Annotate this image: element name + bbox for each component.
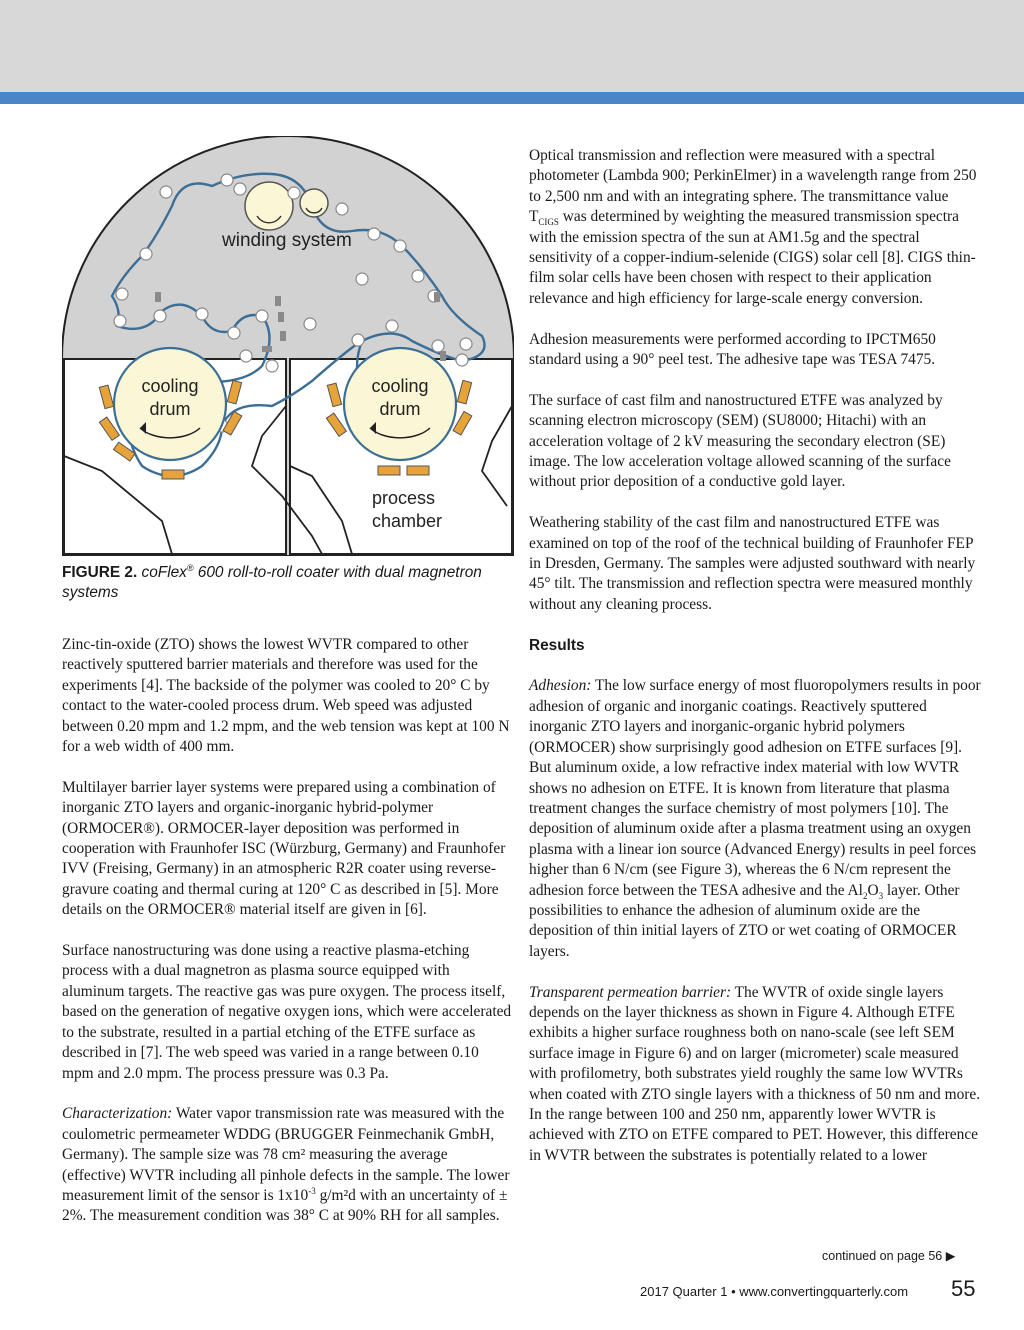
header-band [0, 0, 1024, 92]
footer-issue: 2017 Quarter 1 [640, 1284, 728, 1299]
adhesion-heading: Adhesion: [529, 677, 592, 695]
figure-coater-diagram [62, 136, 514, 556]
right-paragraph-3: The surface of cast film and nanostructured ETFE was analyzed by scanning electron microscopy (SEM) (SU8000; Hitachi) with an acceleration voltage of 2 kV measuring the secondary electron (SE) image. The low acceleration voltage allowed scanning of the surface without prior deposition of a conductive gold layer. [529, 391, 951, 491]
footer [640, 1284, 908, 1299]
permeation-barrier-heading: Transparent permeation barrier: [529, 983, 732, 1001]
cooling-drum-left-label-2: drum [149, 399, 191, 419]
left-paragraph-1: Zinc-tin-oxide (ZTO) shows the lowest WVTR compared to other reactively sputtered barrier materials and therefore was used for the experiments [4]. The backside of the polymer was cooled to 20° C by contact to the water-cooled process drum. Web speed was adjusted between 0.20 mpm and 1.2 mpm, and the web tension was kept at 100 N for a web width of 400 mm. [62, 636, 510, 756]
figure-product-name: coFlex [141, 564, 187, 581]
footer-bullet: • [731, 1284, 736, 1299]
left-paragraph-2: Multilayer barrier layer systems were prepared using a combination of inorganic ZTO layers and organic-inorganic hybrid-polymer (ORMOCER®). ORMOCER-layer deposition was performed in cooperation with Fraunhofer ISC (Würzburg, Germany) and Fraunhofer IVV (Freising, Germany) in an atmospheric R2R coater using reverse-gravure coating and thermal curing at 120° C as described in [5]. More details on the ORMOCER® material itself are given in [6]. [62, 778, 506, 919]
left-paragraph-3: Surface nanostructuring was done using a reactive plasma-etching process with a dual magnetron as plasma source equipped with aluminum targets. The reactive gas was pure oxygen. The process itself, based on the generation of negative oxygen ions, which were accelerated to the substrate, resulted in a partial etching of the ETFE surface as described in [7]. The web speed was varied in a range between 0.10 mpm and 2.0 mpm. The process pressure was 0.3 Pa. [62, 942, 512, 1082]
footer-url[interactable]: www.convertingquarterly.com [739, 1284, 909, 1299]
left-paragraph-4: Characterization: Water vapor transmission rate was measured with the coulometric permeameter WDDG (BRUGGER Feinmechanik GmbH, Germany). The sample size was 78 cm² measuring the average (effective) WVTR including all pinhole defects in the sample. The lower measurement limit of the sensor is $1x10^{-3}$ g/m²d with an uncertainty of ± 2%. The measurement condition was 38° C at 90% RH for all samples. [62, 1105, 510, 1225]
header-accent-bar [0, 92, 1024, 104]
right-paragraph-2: Adhesion measurements were performed according to IPCTM650 standard using a 90° peel test. The adhesive tape was TESA 7475. [529, 330, 936, 369]
process-chamber-label-2: chamber [372, 511, 443, 531]
right-paragraph-6: Transparent permeation barrier: The WVTR of oxide single layers depends on the layer thickness as shown in Figure 4. Although ETFE exhibits a higher surface roughness both on nano-scale (see left SEM surface image in Figure 6) and on larger (micrometer) scale measured with profilometry, both substrates yield roughly the same low WVTRs when coated with ZTO single layers with a thickness of 50 nm and more. In the range between 100 and 250 nm, apparently lower WVTR is achieved with ZTO on ETFE compared to PET. However, this difference in WVTR between the substrates is potentially related to a lower [529, 983, 981, 1164]
characterization-heading: Characterization: [62, 1105, 173, 1123]
right-paragraph-5: Adhesion: The low surface energy of most fluoropolymers results in poor adhesion of organic and inorganic coatings. Reactively sputtered inorganic ZTO layers and inorganic-organic hybrid polymers (ORMOCER) show surprisingly good adhesion on ETFE surfaces [9]. But aluminum oxide, a low refractive index material with low WVTR shows no adhesion on ETFE. It is known from literature that plasma treatment changes the surface chemistry of most polymers [10]. The deposition of aluminum oxide after a plasma treatment using an oxygen plasma with a linear ion source (Advanced Energy) results in peel forces higher than 6 N/cm (see Figure 3), whereas the 6 N/cm represent the adhesion force between the TESA adhesive and the $Al_2O_3$ layer. Other possibilities to enhance the adhesion of aluminum oxide are the deposition of thin initial layers of ZTO or wet coating of ORMOCER layers. [529, 677, 981, 960]
right-paragraph-1: Optical transmission and reflection were measured with a spectral photometer (Lambda 900; PerkinElmer) in a wavelength range from 250 to 2,500 nm and with an integrating sphere. The transmittance value $T_{CIGS}$ was determined by weighting the measured transmission spectra with the emission spectra of the sun at AM1.5g and the spectral sensitivity of a copper-indium-selenide (CIGS) solar cell [8]. CIGS thin-film solar cells have been chosen with respect to their application relevance and high efficiency for large-scale energy conversion. [529, 147, 977, 307]
winding-system-label: winding system [222, 230, 352, 251]
figure-caption-text: 600 roll-to-roll coater with dual magnetron systems [62, 564, 482, 601]
coater-diagram-svg [62, 136, 514, 556]
cooling-drum-left-label-1: cooling [141, 376, 199, 396]
cooling-drum-right-label-1: cooling [371, 376, 429, 396]
page-number: 55 [951, 1276, 976, 1301]
results-heading: Results [529, 636, 585, 654]
figure-caption [62, 563, 514, 603]
figure-label: FIGURE 2. [62, 564, 138, 581]
cooling-drum-right-label-2: drum [379, 399, 421, 419]
right-column [529, 146, 981, 1187]
right-paragraph-4: Weathering stability of the cast film and nanostructured ETFE was examined on top of the roof of the technical building of Fraunhofer FEP in Dresden, Germany. The samples were adjusted southward with nearly 45° tilt. The transmission and reflection spectra were measured monthly without any cleaning process. [529, 514, 976, 613]
continued-link[interactable]: continued on page 56 ▶ [822, 1249, 956, 1263]
process-chamber-label-1: process [372, 488, 436, 508]
left-column [62, 635, 514, 1247]
registered-mark: ® [186, 562, 194, 573]
